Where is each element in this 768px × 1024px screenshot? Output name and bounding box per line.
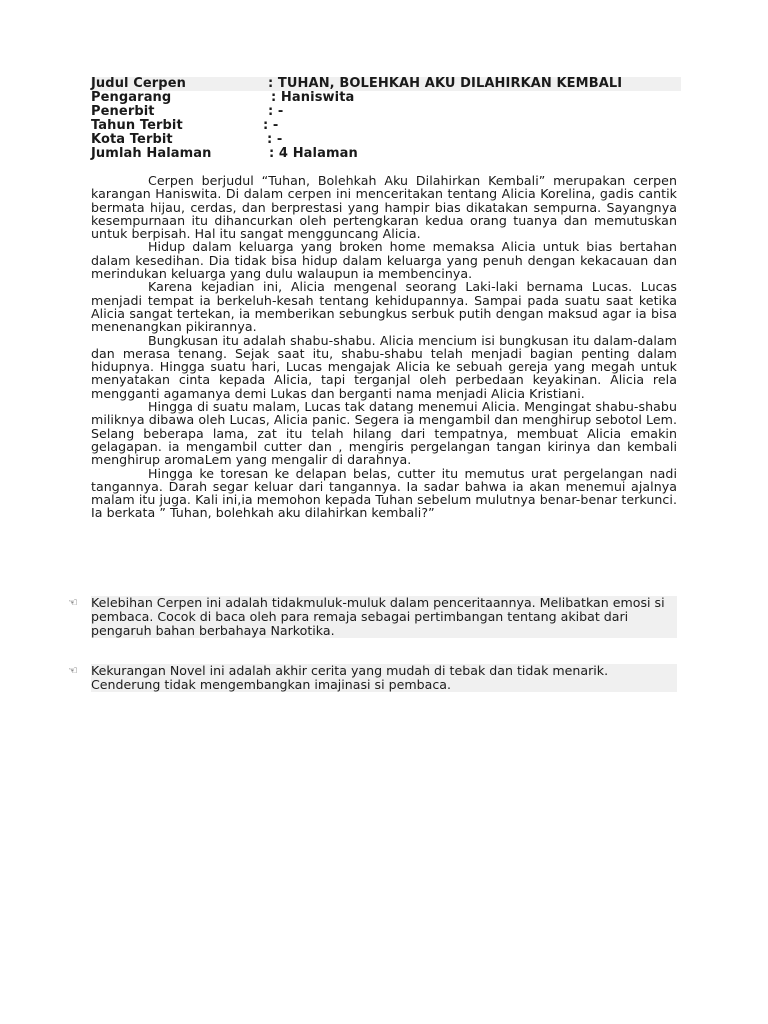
bullet-text: Kekurangan Novel ini adalah akhir cerita yang mudah di tebak dan tidak menarik. Cenderung tidak mengembangkan imajinasi si pembaca. — [91, 664, 677, 692]
meta-label: Jumlah Halaman — [91, 146, 212, 161]
weakness-point — [68, 664, 677, 692]
meta-label: Pengarang — [91, 90, 172, 105]
meta-label: Tahun Terbit — [91, 118, 183, 133]
meta-label: Kota Terbit — [91, 132, 173, 147]
meta-row-year — [91, 119, 681, 133]
meta-value: : - — [263, 118, 279, 133]
meta-label: Penerbit — [91, 104, 155, 119]
pointing-hand-icon: ☜ — [68, 596, 78, 609]
paragraph: Hingga di suatu malam, Lucas tak datang menemui Alicia. Mengingat shabu-shabu miliknya dibawa oleh Lucas, Alicia panic. Segera ia mengambil dan menghirup sebotol Lem. Selang beberapa lama, zat itu telah hilang dari tempatnya, membuat Alicia emakin gelagapan. ia mengambil cutter dan , mengiris pergelangan tangan kirinya dan kembali menghirup aromaLem yang mengalir di darahnya. — [91, 399, 677, 468]
meta-row-author — [91, 91, 681, 105]
meta-value: : - — [267, 132, 283, 147]
pointing-hand-icon: ☜ — [68, 664, 78, 677]
review-points — [68, 596, 677, 718]
meta-label: Judul Cerpen — [91, 76, 186, 91]
bullet-text: Kelebihan Cerpen ini adalah tidakmuluk-muluk dalam penceritaannya. Melibatkan emosi si pembaca. Cocok di baca oleh para remaja sebagai pertimbangan tentang akibat dari pengaruh bahan berbahaya Narkotika. — [91, 596, 677, 638]
meta-row-city — [91, 133, 681, 147]
meta-value: : 4 Halaman — [269, 146, 358, 161]
meta-value: : TUHAN, BOLEHKAH AKU DILAHIRKAN KEMBALI — [268, 76, 623, 91]
book-metadata — [91, 77, 681, 161]
paragraph: Bungkusan itu adalah shabu-shabu. Alicia mencium isi bungkusan itu dalam-dalam dan merasa tenang. Sejak saat itu, shabu-shabu telah menjadi bagian penting dalam hidupnya. Hingga suatu hari, Lucas mengajak Alicia ke sebuah gereja yang megah untuk menyatakan cinta kepada Alicia, tapi terganjal oleh perbedaan keyakinan. Alicia rela mengganti agamanya demi Lukas dan berganti nama menjadi Alicia Kristiani. — [91, 332, 677, 401]
synopsis — [91, 174, 677, 520]
meta-row-title — [91, 77, 681, 91]
paragraph: Cerpen berjudul “Tuhan, Bolehkah Aku Dilahirkan Kembali” merupakan cerpen karangan Haniswita. Di dalam cerpen ini menceritakan tentang Alicia Korelina, gadis cantik bermata hijau, cerdas, dan berprestasi yang hampir bias dikatakan sempurna. Sayangnya kesempurnaan itu dihancurkan oleh pertengkaran kedua orang tuanya dan memutuskan untuk berpisah. Hal itu sangat mengguncang Alicia. — [91, 173, 677, 242]
paragraph: Hingga ke toresan ke delapan belas, cutter itu memutus urat pergelangan nadi tangannya. Darah segar keluar dari tangannya. Ia sadar bahwa ia akan menemui ajalnya malam itu juga. Kali ini,ia memohon kepada Tuhan sebelum mulutnya benar-benar terkunci. Ia berkata ” Tuhan, bolehkah aku dilahirkan kembali?” — [91, 465, 677, 521]
meta-value: : - — [268, 104, 284, 119]
meta-row-publisher — [91, 105, 681, 119]
strength-point — [68, 596, 677, 638]
paragraph: Hidup dalam keluarga yang broken home memaksa Alicia untuk bias bertahan dalam kesedihan. Dia tidak bisa hidup dalam keluarga yang penuh dengan kekacauan dan merindukan keluarga yang dulu walaupun ia membencinya. — [91, 239, 677, 282]
paragraph: Karena kejadian ini, Alicia mengenal seorang Laki-laki bernama Lucas. Lucas menjadi tempat ia berkeluh-kesah tentang kehidupannya. Sampai pada suatu saat ketika Alicia sangat tertekan, ia memberikan sebungkus serbuk putih dengan maksud agar ia bisa menenangkan pikirannya. — [91, 279, 677, 335]
meta-row-pages — [91, 147, 681, 161]
meta-value: : Haniswita — [271, 90, 355, 105]
